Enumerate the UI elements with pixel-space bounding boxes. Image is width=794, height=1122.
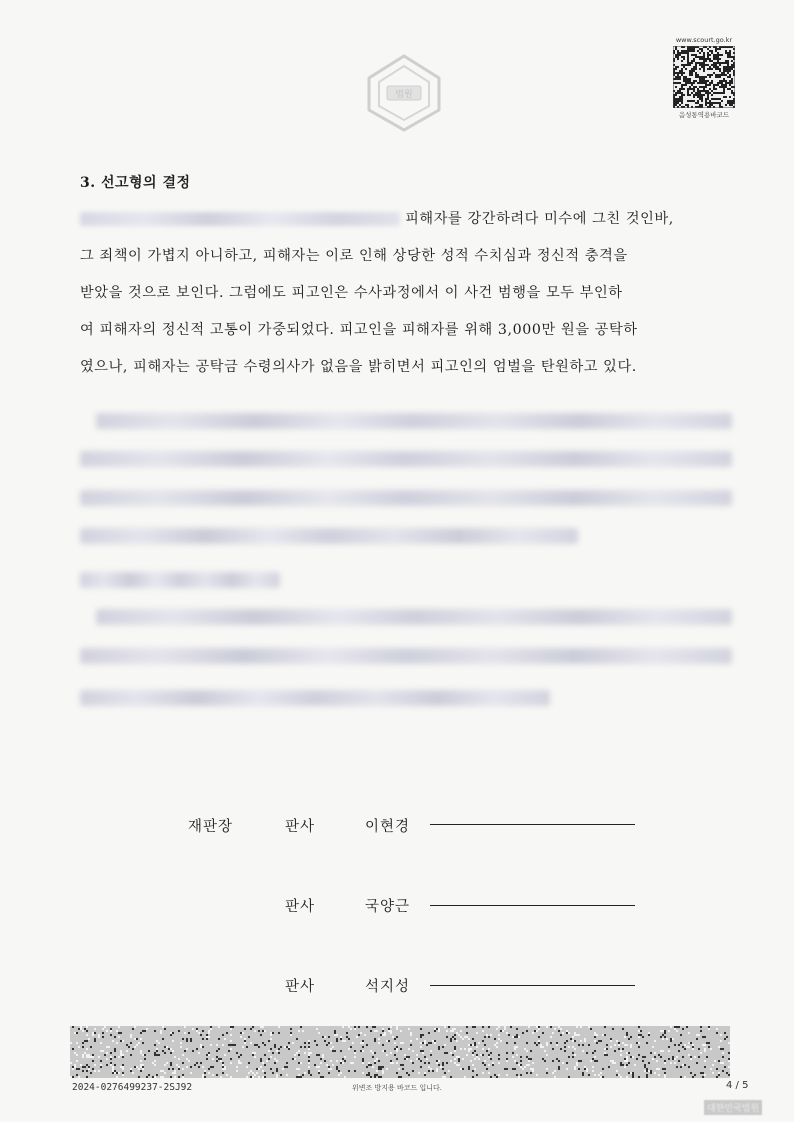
redacted-line <box>96 413 732 429</box>
qr-code <box>673 46 735 108</box>
redacted-line <box>80 648 732 664</box>
anti-forgery-barcode <box>70 1026 730 1078</box>
qr-url: www.scourt.go.kr <box>675 36 733 44</box>
paragraph-line-5: 였으나, 피해자는 공탁금 수령의사가 없음을 밝히면서 피고인의 엄벌을 탄원하고 있다. <box>80 359 637 375</box>
redacted-line <box>96 609 732 625</box>
judge-name: 석지성 <box>365 979 411 995</box>
signature-line <box>430 824 635 825</box>
redacted-line <box>80 490 732 506</box>
judge-title: 판사 <box>285 819 316 835</box>
redacted-line <box>80 690 550 706</box>
judge-name: 국양근 <box>365 899 411 915</box>
section-title: 3. 선고형의 결정 <box>80 175 191 191</box>
barcode-notice: 위변조 방지용 바코드 입니다. <box>351 1084 443 1092</box>
paragraph-text: 피해자를 강간하려다 미수에 그친 것인바, <box>405 211 674 227</box>
redacted-line <box>80 451 732 467</box>
paragraph-line-3: 받았을 것으로 보인다. 그럼에도 피고인은 수사과정에서 이 사건 범행을 모두 부인하 <box>80 285 623 301</box>
signature-line <box>430 985 635 986</box>
document-number: 2024-0276499237-2SJ92 <box>72 1082 193 1093</box>
page-number: 4 / 5 <box>726 1080 749 1091</box>
court-stamp: 대한민국법원 <box>704 1100 762 1115</box>
judge-role-presiding: 재판장 <box>188 819 234 835</box>
qr-caption: 음성통역용바코드 <box>678 111 730 119</box>
emblem-label: 법원 <box>395 90 413 100</box>
court-emblem-watermark <box>363 52 445 134</box>
paragraph-line-4: 여 피해자의 정신적 고통이 가중되었다. 피고인을 피해자를 위해 3,000만 원을 공탁하 <box>80 322 638 338</box>
redacted-line <box>80 528 578 544</box>
judge-title: 판사 <box>285 979 316 995</box>
judge-name: 이현경 <box>365 819 411 835</box>
redacted-line <box>80 572 280 588</box>
redacted-text <box>80 212 400 226</box>
paragraph-line-1 <box>80 208 730 228</box>
qr-block <box>668 36 740 119</box>
paragraph-line-2: 그 죄책이 가볍지 아니하고, 피해자는 이로 인해 상당한 성적 수치심과 정신적 충격을 <box>80 248 628 264</box>
signature-line <box>430 905 635 906</box>
judge-title: 판사 <box>285 899 316 915</box>
